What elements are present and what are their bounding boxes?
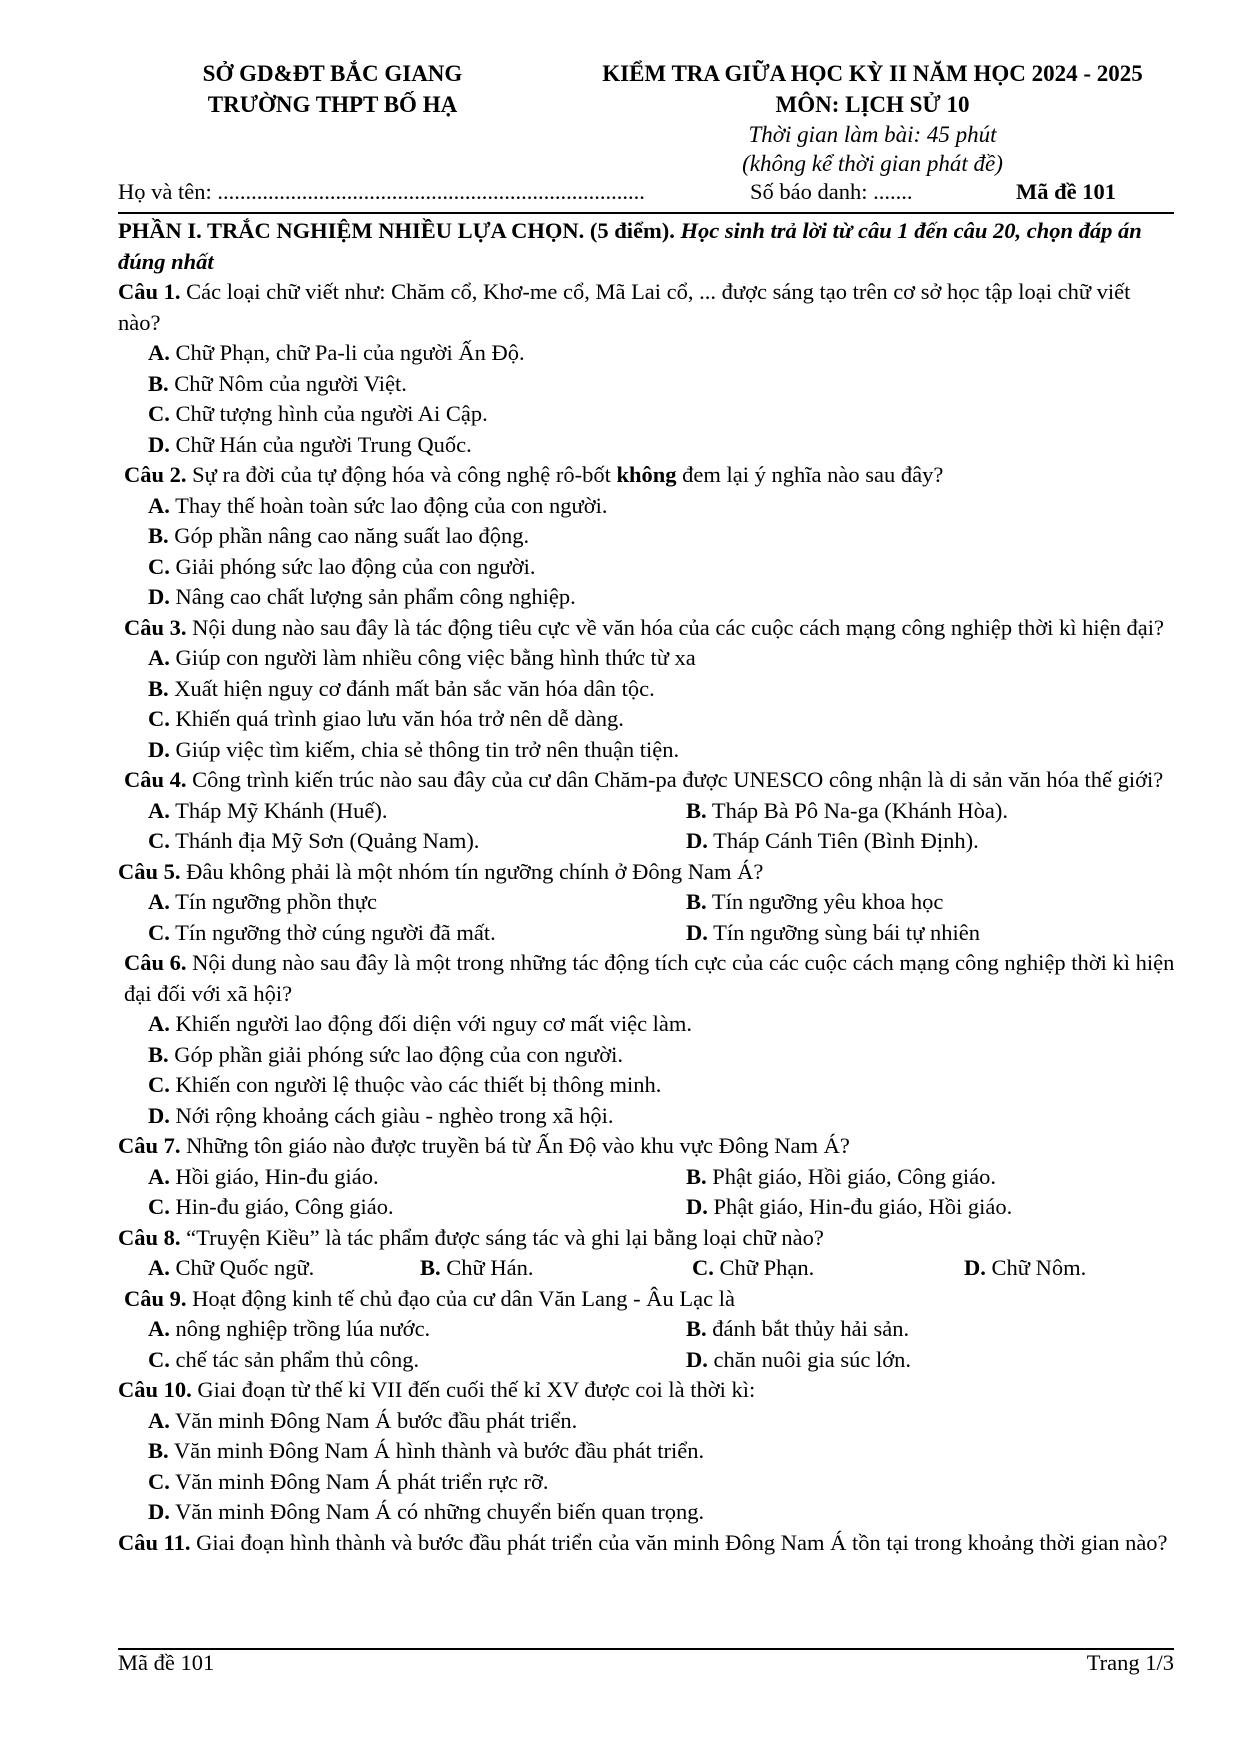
question-text: Hoạt động kinh tế chủ đạo của cư dân Văn Lang - Âu Lạc là [192, 1285, 735, 1311]
department-name: SỞ GD&ĐT BẮC GIANG [202, 61, 463, 86]
question-text: Nội dung nào sau đây là tác động tiêu cực về văn hóa của các cuộc cách mạng công nghiệp thời kì hiện đại? [192, 614, 1165, 640]
question-number: Câu 7. [118, 1133, 181, 1158]
student-name-field: Họ và tên: ............................................................................ [118, 179, 645, 204]
question-number: Câu 1. [118, 279, 181, 304]
answer-option: C. Chữ tượng hình của người Ai Cập. [148, 401, 488, 426]
question-block [118, 1284, 1178, 1376]
answer-option: B. Văn minh Đông Nam Á hình thành và bước đầu phát triển. [148, 1438, 705, 1463]
exam-code: Mã đề 101 [1016, 179, 1116, 204]
answer-option: D. Chữ Hán của người Trung Quốc. [148, 431, 472, 457]
question-number: Câu 9. [124, 1285, 187, 1311]
answer-option: C. Khiến con người lệ thuộc vào các thiết bị thông minh. [148, 1072, 662, 1097]
question-block [118, 857, 1178, 949]
answer-options-grid [118, 796, 1178, 857]
section-heading [118, 216, 1178, 277]
answer-option: C. chế tác sản phẩm thủ công. [148, 1346, 420, 1372]
answer-option: D. Tín ngưỡng sùng bái tự nhiên [686, 919, 980, 945]
answer-option: A. Thay thế hoàn toàn sức lao động của con người. [148, 492, 608, 518]
header-divider [118, 212, 1174, 214]
question-block [118, 765, 1178, 857]
answer-option: B. Góp phần giải phóng sức lao động của con người. [148, 1041, 623, 1067]
school-name: TRƯỜNG THPT BỐ HẠ [207, 92, 458, 117]
answer-option: B. đánh bắt thủy hải sản. [686, 1316, 910, 1341]
question-block [118, 1223, 1178, 1284]
answer-options-grid [118, 1314, 1178, 1375]
answer-option: D. Phật giáo, Hin-đu giáo, Hồi giáo. [686, 1194, 1013, 1219]
answer-option: A. Tháp Mỹ Khánh (Huế). [148, 797, 388, 823]
answer-options-grid [118, 1253, 1178, 1284]
question-number: Câu 11. [118, 1529, 191, 1555]
answer-option: B. Xuất hiện nguy cơ đánh mất bản sắc văn hóa dân tộc. [148, 675, 655, 701]
question-number: Câu 4. [124, 767, 187, 792]
answer-option: B. Chữ Hán. [420, 1255, 534, 1280]
question-text: Công trình kiến trúc nào sau đây của cư dân Chăm-pa được UNESCO công nhận là di sản văn hóa thế giới? [192, 767, 1164, 792]
answer-option: C. Khiến quá trình giao lưu văn hóa trở nên dễ dàng. [148, 706, 624, 731]
answer-option: B. Tháp Bà Pô Na-ga (Khánh Hòa). [686, 797, 1009, 823]
question-text: Những tôn giáo nào được truyền bá từ Ấn Độ vào khu vực Đông Nam Á? [186, 1133, 850, 1158]
exam-duration-note: (không kể thời gian phát đề) [742, 151, 1003, 176]
answer-options-grid [118, 887, 1178, 948]
answer-option: A. Giúp con người làm nhiều công việc bằng hình thức từ xa [148, 645, 696, 670]
answer-option: B. Chữ Nôm của người Việt. [148, 370, 407, 396]
answer-option: B. Tín ngưỡng yêu khoa học [686, 889, 944, 914]
section-instruction: Học sinh trả lời từ câu 1 đến câu 20, chọn đáp án đúng nhất [118, 218, 1142, 274]
question-number: Câu 6. [124, 950, 187, 975]
question-text: “Truyện Kiều” là tác phẩm được sáng tác và ghi lại bằng loại chữ nào? [186, 1224, 824, 1250]
question-number: Câu 10. [118, 1377, 192, 1402]
answer-option: C. Văn minh Đông Nam Á phát triển rực rỡ. [148, 1468, 549, 1494]
footer-exam-code: Mã đề 101 [118, 1650, 215, 1675]
answer-option: C. Chữ Phạn. [692, 1255, 815, 1280]
question-number: Câu 5. [118, 858, 181, 884]
question-block [118, 460, 1178, 613]
question-keyword: không [616, 462, 677, 487]
question-block [118, 277, 1178, 460]
question-number: Câu 3. [124, 614, 187, 640]
answer-option: C. Hin-đu giáo, Công giáo. [148, 1194, 394, 1219]
answer-option: A. Chữ Phạn, chữ Pa-li của người Ấn Độ. [148, 340, 525, 365]
answer-option: A. nông nghiệp trồng lúa nước. [148, 1316, 431, 1341]
page-number: Trang 1/3 [1086, 1650, 1174, 1675]
footer-divider [118, 1648, 1174, 1650]
question-text: Đâu không phải là một nhóm tín ngưỡng chính ở Đông Nam Á? [186, 858, 764, 884]
question-text: Giai đoạn hình thành và bước đầu phát triển của văn minh Đông Nam Á tồn tại trong khoảng thời gian nào? [196, 1529, 1168, 1555]
answer-options-grid [118, 1162, 1178, 1223]
question-text: đem lại ý nghĩa nào sau đây? [682, 462, 944, 487]
answer-option: D. chăn nuôi gia súc lớn. [686, 1346, 911, 1372]
answer-option: D. Nới rộng khoảng cách giàu - nghèo trong xã hội. [148, 1102, 614, 1128]
question-number: Câu 8. [118, 1224, 181, 1250]
answer-option: A. Chữ Quốc ngữ. [148, 1255, 315, 1280]
answer-option: D. Văn minh Đông Nam Á có những chuyển biến quan trọng. [148, 1499, 705, 1524]
answer-option: D. Chữ Nôm. [964, 1255, 1087, 1280]
question-text: Sự ra đời của tự động hóa và công nghệ rô-bốt [192, 462, 611, 487]
question-block [118, 1375, 1178, 1528]
answer-option: A. Khiến người lao động đối diện với nguy cơ mất việc làm. [148, 1011, 693, 1036]
answer-option: C. Tín ngưỡng thờ cúng người đã mất. [148, 919, 496, 945]
question-text: Các loại chữ viết như: Chăm cổ, Khơ-me cổ, Mã Lai cổ, ... được sáng tạo trên cơ sở học tập loại chữ viết nào? [118, 279, 1131, 335]
answer-option: D. Giúp việc tìm kiếm, chia sẻ thông tin trở nên thuận tiện. [148, 736, 680, 762]
section-title: PHẦN I. TRẮC NGHIỆM NHIỀU LỰA CHỌN. (5 điểm). [118, 218, 675, 243]
exam-title: KIỂM TRA GIỮA HỌC KỲ II NĂM HỌC 2024 - 2025 [602, 61, 1143, 86]
answer-option: B. Góp phần nâng cao năng suất lao động. [148, 523, 530, 548]
answer-option: A. Hồi giáo, Hin-đu giáo. [148, 1163, 379, 1189]
question-block [118, 1528, 1178, 1559]
subject-title: MÔN: LỊCH SỬ 10 [775, 92, 970, 117]
answer-option: D. Nâng cao chất lượng sản phẩm công nghiệp. [148, 584, 576, 609]
school-block [155, 58, 510, 120]
exam-content [118, 216, 1178, 1558]
question-block [118, 948, 1178, 1131]
candidate-number-field: Số báo danh: ....... [750, 179, 913, 204]
answer-option: C. Giải phóng sức lao động của con người. [148, 553, 536, 579]
question-block [118, 1131, 1178, 1223]
question-block [118, 613, 1178, 766]
answer-option: D. Tháp Cánh Tiên (Bình Định). [686, 828, 979, 853]
question-text: Giai đoạn từ thế kỉ VII đến cuối thế kỉ XV được coi là thời kì: [197, 1377, 756, 1402]
answer-option: B. Phật giáo, Hồi giáo, Công giáo. [686, 1163, 996, 1189]
answer-option: C. Thánh địa Mỹ Sơn (Quảng Nam). [148, 828, 480, 853]
question-number: Câu 2. [124, 462, 187, 487]
exam-title-block [570, 58, 1175, 178]
answer-option: A. Văn minh Đông Nam Á bước đầu phát triển. [148, 1407, 578, 1433]
answer-option: A. Tín ngưỡng phồn thực [148, 889, 377, 914]
exam-duration: Thời gian làm bài: 45 phút [748, 122, 997, 147]
question-text: Nội dung nào sau đây là một trong những tác động tích cực của các cuộc cách mạng công nghiệp thời kì hiện đại đối với xã hội? [124, 950, 1175, 1006]
